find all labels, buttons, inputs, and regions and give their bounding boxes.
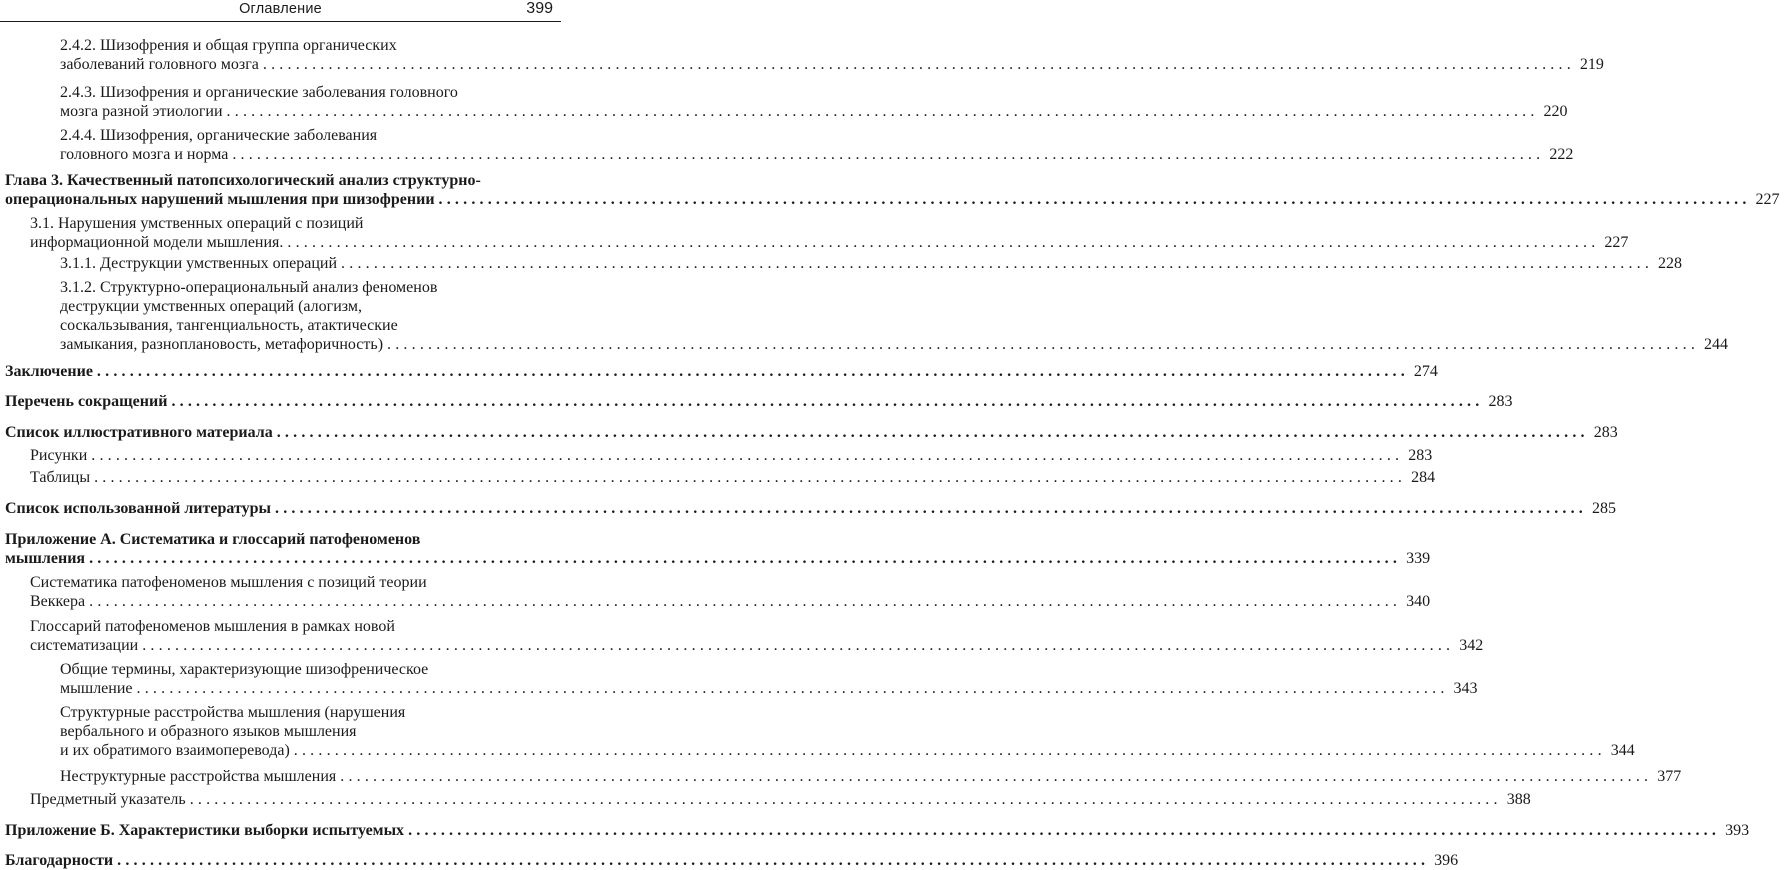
toc-page-number: 284 [1411,469,1436,486]
toc-entry-text-line: вербального и образного языков мышления [60,723,357,740]
page-number: 399 [526,0,553,17]
toc-entry-text-line: замыкания, разноплановость, метафоричность) [60,336,384,353]
dot-leader: ................................................................................................................................................................ [142,637,1455,654]
toc-page-number: 377 [1657,768,1682,785]
toc-entry-text-line: 2.4.3. Шизофрения и органические заболевания головного [60,84,458,101]
toc-entry-text-line: Рисунки [30,447,88,464]
toc-chapter-entry[interactable] [0,499,1616,518]
toc-page-number: 227 [1755,191,1780,208]
toc-page-number: 388 [1506,791,1531,808]
toc-entry-text-line: Систематика патофеноменов мышления с позиций теории [30,574,427,591]
dot-leader: ................................................................................................................................................................ [189,791,1502,808]
toc-entry-text-line: Список использованной литературы [5,500,271,517]
toc-page-number: 283 [1408,447,1433,464]
toc-page-number: 220 [1543,103,1568,120]
toc-entry[interactable] [0,617,1484,655]
toc-chapter-entry[interactable] [0,851,1459,870]
toc-entry[interactable] [0,446,1433,465]
dot-leader: ................................................................................................................................................................ [262,56,1575,73]
toc-page-number: 285 [1592,500,1616,517]
dot-leader: ................................................................................................................................................................ [341,255,1654,272]
toc-entry-text-line: информационной модели мышления. [30,234,284,251]
toc-page-number: 393 [1725,822,1750,839]
dot-leader: ................................................................................................................................................................ [136,680,1449,697]
toc-entry-text-line: Структурные расстройства мышления (нарушения [60,704,406,721]
toc-entry-text-line: систематизации [30,637,139,654]
toc-entry[interactable] [0,214,1629,252]
toc-entry-text-line: Веккера [30,593,86,610]
toc-chapter-entry[interactable] [0,392,1513,411]
toc-entry[interactable] [0,254,1683,273]
toc-entry-text-line: Список иллюстративного материала [5,424,273,441]
toc-page-number: 396 [1434,852,1459,869]
toc-entry-text-line: Глава 3. Качественный патопсихологический анализ структурно- [5,172,481,189]
toc-entry-text-line: Приложение А. Систематика и глоссарий патофеноменов [5,531,421,548]
header-rule [0,21,561,22]
toc-entry-text-line: Перечень сокращений [5,393,168,410]
dot-leader: ................................................................................................................................................................ [275,500,1587,517]
dot-leader: ................................................................................................................................................................ [91,447,1404,464]
toc-page-number: 274 [1413,363,1438,380]
toc-entry-text-line: Предметный указатель [30,791,186,808]
toc-page-number: 283 [1593,424,1618,441]
toc-entry-text-line: Глоссарий патофеноменов мышления в рамках новой [30,618,395,635]
toc-chapter-entry[interactable] [0,362,1438,381]
toc-entry-text-line: мышление [60,680,133,697]
toc-entry-text-line: Заключение [5,363,93,380]
running-title: Оглавление [239,1,322,17]
toc-page-number: 227 [1604,234,1629,251]
toc-entry-text-line: головного мозга и норма [60,146,229,163]
dot-leader: ................................................................................................................................................................ [340,768,1653,785]
toc-entry[interactable] [0,767,1682,786]
dot-leader: ................................................................................................................................................................ [387,336,1700,353]
toc-page-number: 340 [1406,593,1431,610]
dot-leader: ................................................................................................................................................................ [438,191,1751,208]
toc-chapter-entry[interactable] [0,530,1431,568]
toc-entry-text-line: 3.1.1. Деструкции умственных операций [60,255,338,272]
toc-entry-text-line: и их обратимого взаимоперевода) [60,742,290,759]
dot-leader: ................................................................................................................................................................ [94,469,1407,486]
toc-chapter-entry[interactable] [0,821,1750,840]
toc-entry-text-line: Благодарности [5,852,114,869]
dot-leader: ................................................................................................................................................................ [408,822,1721,839]
toc-entry[interactable] [0,278,1729,354]
toc-entry[interactable] [0,126,1574,164]
dot-leader: ................................................................................................................................................................ [89,550,1402,567]
toc-entry[interactable] [0,703,1635,760]
toc-entry-text-line: 3.1. Нарушения умственных операций с позиций [30,215,364,232]
dot-leader: ................................................................................................................................................................ [96,363,1409,380]
toc-page-number: 219 [1579,56,1604,73]
toc-entry-text-line: Неструктурные расстройства мышления [60,768,337,785]
toc-entry-text-line: операциональных нарушений мышления при шизофрении [5,191,435,208]
toc-page-number: 344 [1610,742,1635,759]
dot-leader: ................................................................................................................................................................ [276,424,1589,441]
dot-leader: ................................................................................................................................................................ [117,852,1430,869]
toc-page-number: 339 [1406,550,1431,567]
toc-entry-text-line: Таблицы [30,469,91,486]
toc-entry[interactable] [0,790,1531,809]
toc-chapter-entry[interactable] [0,171,1780,209]
toc-entry-text-line: Приложение Б. Характеристики выборки испытуемых [5,822,405,839]
toc-entry-text-line: 3.1.2. Структурно-операциональный анализ феноменов [60,279,438,296]
toc-page-number: 222 [1549,146,1574,163]
running-header [0,0,561,22]
dot-leader: ................................................................................................................................................................ [89,593,1402,610]
dot-leader: ................................................................................................................................................................ [287,234,1600,251]
toc-entry-text-line: 2.4.4. Шизофрения, органические заболевания [60,127,378,144]
toc-page-number: 283 [1488,393,1513,410]
toc-entry-text-line: мышления [5,550,86,567]
dot-leader: ................................................................................................................................................................ [293,742,1606,759]
toc-entry[interactable] [0,83,1568,121]
toc-page-number: 244 [1704,336,1729,353]
dot-leader: ................................................................................................................................................................ [232,146,1545,163]
toc-entry-text-line: заболеваний головного мозга [60,56,259,73]
toc-entry-text-line: Общие термины, характеризующие шизофреническое [60,661,429,678]
toc-chapter-entry[interactable] [0,423,1618,442]
toc-page-number: 343 [1453,680,1478,697]
toc-entry-text-line: мозга разной этиологии [60,103,223,120]
dot-leader: ................................................................................................................................................................ [226,103,1539,120]
toc-entry[interactable] [0,660,1478,698]
toc-entry-text-line: деструкции умственных операций (алогизм, [60,298,362,315]
dot-leader: ................................................................................................................................................................ [171,393,1484,410]
toc-entry[interactable] [0,573,1431,611]
toc-entry-text-line: соскальзывания, тангенциальность, атактические [60,317,398,334]
toc-page-number: 228 [1658,255,1683,272]
toc-entry[interactable] [0,468,1436,487]
toc-page-number: 342 [1459,637,1484,654]
toc-entry[interactable] [0,36,1604,74]
toc-entry-text-line: 2.4.2. Шизофрения и общая группа органических [60,37,397,54]
